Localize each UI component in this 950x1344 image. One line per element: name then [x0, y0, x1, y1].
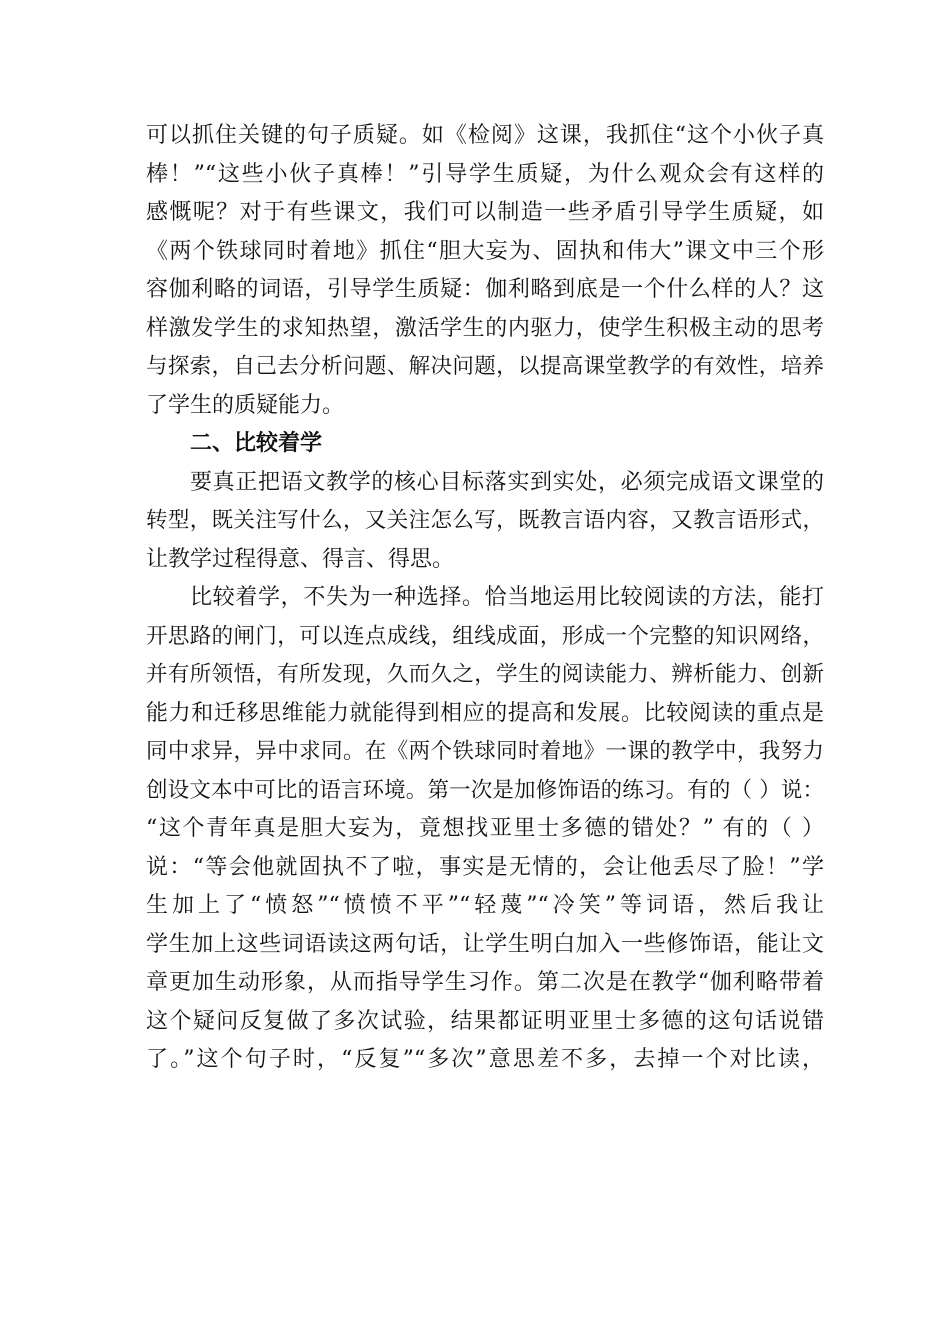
text-line: 这个疑问反复做了多次试验，结果都证明亚里士多德的这句话说错 — [146, 1008, 824, 1034]
text-line: 说：“等会他就固执不了啦，事实是无情的，会让他丢尽了脸！”学 — [146, 854, 824, 880]
document-body — [146, 117, 824, 1080]
text-line: 了。”这个句子时，“反复”“多次”意思差不多，去掉一个对比读， — [146, 1047, 824, 1072]
text-line: 容伽利略的词语，引导学生质疑：伽利略到底是一个什么样的人？这 — [146, 277, 824, 302]
text-line: 了学生的质疑能力。 — [146, 392, 345, 418]
text-line: 棒！”“这些小伙子真棒！”引导学生质疑，为什么观众会有这样的 — [146, 161, 824, 187]
section-heading: 二、比较着学 — [190, 431, 323, 456]
text-line: 要真正把语文教学的核心目标落实到实处，必须完成语文课堂的 — [190, 469, 824, 495]
text-line: 能力和迁移思维能力就能得到相应的提高和发展。比较阅读的重点是 — [146, 700, 824, 726]
text-line: 感慨呢？对于有些课文，我们可以制造一些矛盾引导学生质疑，如 — [146, 200, 824, 225]
text-line: 创设文本中可比的语言环境。第一次是加修饰语的练习。有的（ ）说： — [146, 777, 824, 803]
text-line: 同中求异，异中求同。在《两个铁球同时着地》一课的教学中，我努力 — [146, 739, 824, 764]
text-line: 开思路的闸门，可以连点成线，组线成面，形成一个完整的知识网络， — [146, 623, 824, 649]
text-line: 与探索，自己去分析问题、解决问题，以提高课堂教学的有效性，培养 — [146, 354, 824, 379]
text-line: 让教学过程得意、得言、得思。 — [146, 546, 455, 572]
text-line: 学生加上这些词语读这两句话，让学生明白加入一些修饰语，能让文 — [146, 931, 824, 957]
text-line: 生加上了“愤怒”“愤愤不平”“轻蔑”“冷笑”等词语，然后我让 — [146, 893, 824, 918]
text-line: 《两个铁球同时着地》抓住“胆大妄为、固执和伟大”课文中三个形 — [146, 238, 824, 264]
text-line: 章更加生动形象，从而指导学生习作。第二次是在教学“伽利略带着 — [146, 970, 824, 995]
text-line: 比较着学，不失为一种选择。恰当地运用比较阅读的方法，能打 — [190, 585, 824, 610]
text-line: “这个青年真是胆大妄为，竟想找亚里士多德的错处？” 有的（ ） — [146, 816, 824, 841]
text-line: 样激发学生的求知热望，激活学生的内驱力，使学生积极主动的思考 — [146, 315, 824, 341]
text-line: 并有所领悟，有所发现，久而久之，学生的阅读能力、辨析能力、创新 — [146, 662, 824, 687]
text-line: 可以抓住关键的句子质疑。如《检阅》这课，我抓住“这个小伙子真 — [146, 123, 824, 148]
text-line: 转型，既关注写什么，又关注怎么写，既教言语内容，又教言语形式， — [146, 508, 824, 533]
